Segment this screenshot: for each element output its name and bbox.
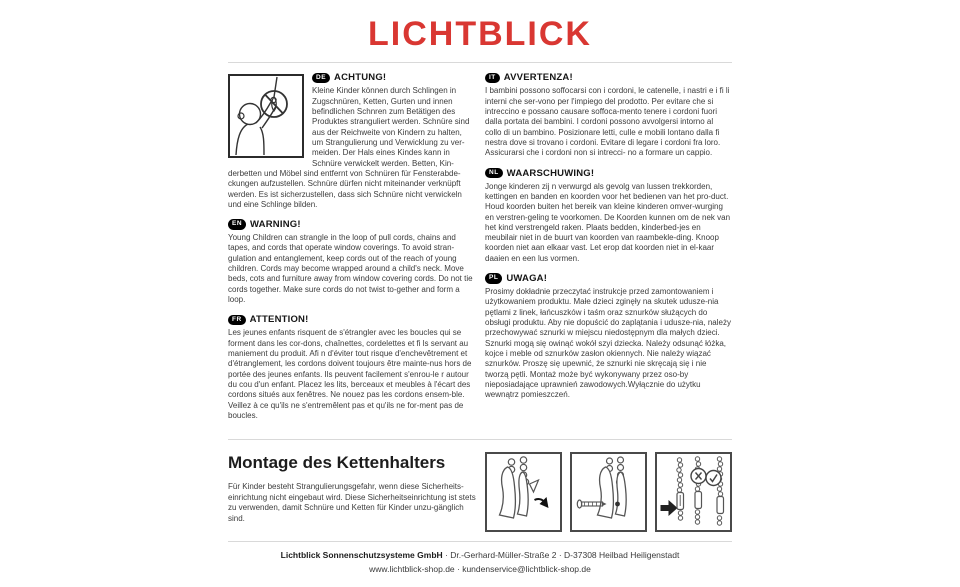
warning-columns — [228, 72, 732, 430]
warning-text-nl: Jonge kinderen zij n verwurgd als gevolg van lussen trekkorden, kettingen en banden en koorden voor het bedienen van het pro-duct. Houd koorden buiten het bereik van kleine kinderen omver-wurging en verstren-geling te voorkomen. De Koorden kunnen om de nek van het kind verstrengeld raken. Plaats bedden, kinderbed-jes en meubilair niet in de buurt van koorden van raambekle-ding. Knoop koorden niet aan elkaar vast. Let erop dat koorden niet in el-kaar daaien en een lus vormen. — [485, 181, 731, 263]
montage-divider — [228, 439, 732, 440]
warning-text-fr: Les jeunes enfants risquent de s'étrangler avec les boucles qui se forment dans les cor-dons, chaînettes, cordelettes et fi ls servant au maniement du produit. Afi n d'éviter tout risque d'enchevêtrement et d'étranglement, les cordons doivent toujours être mainte-nus hors de portée des jeunes enfants. Ils peuvent facilement s'enrou-le r autour du cou d'un enfant. Placez les lits, berceaux et meubles à l'écart des cordons situés aux fenêtres. Ne nouez pas les cordons ensem-ble. Veillez à ce qu'ils ne s'entremêlent pas et qu'ils ne for-ment pas de boucles. — [228, 328, 472, 420]
section-title-en: WARNING! — [250, 219, 301, 231]
footer-contact-line: www.lichtblick-shop.de · kundenservice@lichtblick-shop.de — [369, 563, 591, 574]
warning-text-it: I bambini possono soffocarsi con i cordoni, le catenelle, i nastri e i fi li interni che ser-vono per l'impiego del prodotto. Per evitare che si intreccino e possano causare soffoca-mento tenere i cordoni fuori dalla portata dei bambini. I cordoni possono avvolgersi intorno al collo di un bambino. Posizionare letti, culle e mobili lontano dalla fi nestra dove si trovano i cordoni. Evitare di legare i cordoni fra loro. Assicurarsi che i cordoni non si intrecci- no a formare un cappio. — [485, 86, 730, 158]
montage-step-3 — [655, 452, 732, 532]
section-header-it — [485, 72, 731, 83]
language-badge-fr: FR — [228, 315, 246, 326]
language-badge-it: IT — [485, 73, 500, 84]
footer — [228, 549, 732, 576]
warning-column-right — [485, 72, 731, 430]
montage-section — [228, 448, 732, 532]
section-header-fr — [228, 314, 474, 325]
section-header-de — [312, 72, 474, 83]
child-cord-warning-illustration — [228, 74, 304, 158]
warning-section-fr — [228, 314, 474, 421]
warning-column-left — [228, 72, 474, 430]
language-badge-de: DE — [312, 73, 330, 84]
section-title-de: ACHTUNG! — [334, 72, 387, 84]
instruction-sheet — [228, 0, 732, 576]
screw-fixing-icon — [572, 454, 645, 530]
lichtblick-logo: LICHTBLICK — [368, 15, 592, 53]
language-badge-en: EN — [228, 219, 246, 230]
montage-text-block — [228, 448, 477, 524]
section-title-nl: WAARSCHUWING! — [506, 167, 595, 179]
section-header-en — [228, 219, 474, 230]
warning-section-nl — [485, 168, 731, 265]
footer-company-name: Lichtblick Sonnenschutzsysteme GmbH — [280, 550, 443, 561]
section-title-it: AVVERTENZA! — [503, 72, 573, 84]
montage-step-1 — [485, 452, 562, 532]
warning-section-it — [485, 72, 731, 158]
chain-tension-check-icon — [657, 454, 730, 530]
montage-paragraph: Für Kinder besteht Strangulierungsgefahr, wenn diese Sicherheits-einrichtung nicht eingebaut wird. Diese Sicherheitseinrichtung ist stets zu verwenden, damit Schnüre und Ketten für Kinder unzu-gänglich sind. — [228, 482, 476, 523]
child-reaching-cord-icon — [230, 76, 302, 156]
montage-diagrams — [485, 452, 732, 532]
warning-text-en: Young Children can strangle in the loop of pull cords, chains and tapes, and cords that operate window coverings. To avoid stran-gulation and entanglement, keep cords out of the reach of young children. Cords may become wrapped around a child's neck. Move beds, cots and furniture away from window covering cords. Do not tie cords together. Make sure cords do not twist to-gether and form a loop. — [228, 233, 473, 305]
section-title-fr: ATTENTION! — [249, 314, 309, 326]
header-divider — [228, 62, 732, 63]
montage-step-2 — [570, 452, 647, 532]
footer-address-line — [228, 549, 732, 563]
footer-divider — [228, 541, 732, 542]
rotate-chain-holder-icon — [487, 454, 560, 530]
warning-section-de — [228, 72, 474, 210]
section-header-nl — [485, 168, 731, 179]
language-badge-nl: NL — [485, 168, 503, 179]
section-header-pl — [485, 273, 731, 284]
warning-text-de: Kleine Kinder können durch Schlingen in Zugschnüren, Ketten, Gurten und innen befindlichen Schnren zum Betätigen des Produktes stranguliert werden. Schnüre sind aus der Reichweite von Kindern zu halten, um Strangulierung und Verwicklung zu ver-meiden. Der Hals eines Kindes kann in Schnüre verwickelt werden. Betten, Kin-derbetten und Möbel sind entfernt von Schnüren für Fensterabde-ckungen aufzustellen. Schnüre dürfen nicht miteinander verknüpft werden. Es ist sicherzustellen, dass sich Schnüre nicht verwickeln und eine Schlinge bilden. — [228, 86, 470, 209]
language-badge-pl: PL — [485, 273, 502, 284]
pointer-arrow-icon — [661, 500, 678, 516]
footer-address: · Dr.-Gerhard-Müller-Straße 2 · D-37308 Heilbad Heiligenstadt — [442, 550, 680, 561]
warning-section-pl — [485, 273, 731, 400]
correct-circle-icon — [706, 471, 721, 486]
section-title-pl: UWAGA! — [506, 273, 548, 285]
warning-section-en — [228, 219, 474, 305]
montage-heading: Montage des Kettenhalters — [228, 453, 446, 473]
warning-text-pl: Prosimy dokładnie przeczytać instrukcje przed zamontowaniem i użytkowaniem produktu. Małe dzieci zginęły na skutek udusze-nia pętlami z linek, łańcuszków i taśm oraz sznurków służących do obsługi produktu. Aby nie dopuścić do zaplątania i udusze-nia, należy przechowywać sznurki w miejscu niedostępnym dla małych dzieci. Sznurki mogą się owinąć wokół szyi dziecka. Należy odsunąć łóżka, kojce i meble od sznurków zasłon okiennych. Nie należy wiązać sznurków. Proszę się upewnić, że sznurki nie skręcają się i nie tworzą pętli. Montaż może być wykonywany przez oso-by nieposiadające uprawnień zawodowych.Wyłącznie do użytku wewnątrz pomieszczeń. — [485, 287, 731, 400]
